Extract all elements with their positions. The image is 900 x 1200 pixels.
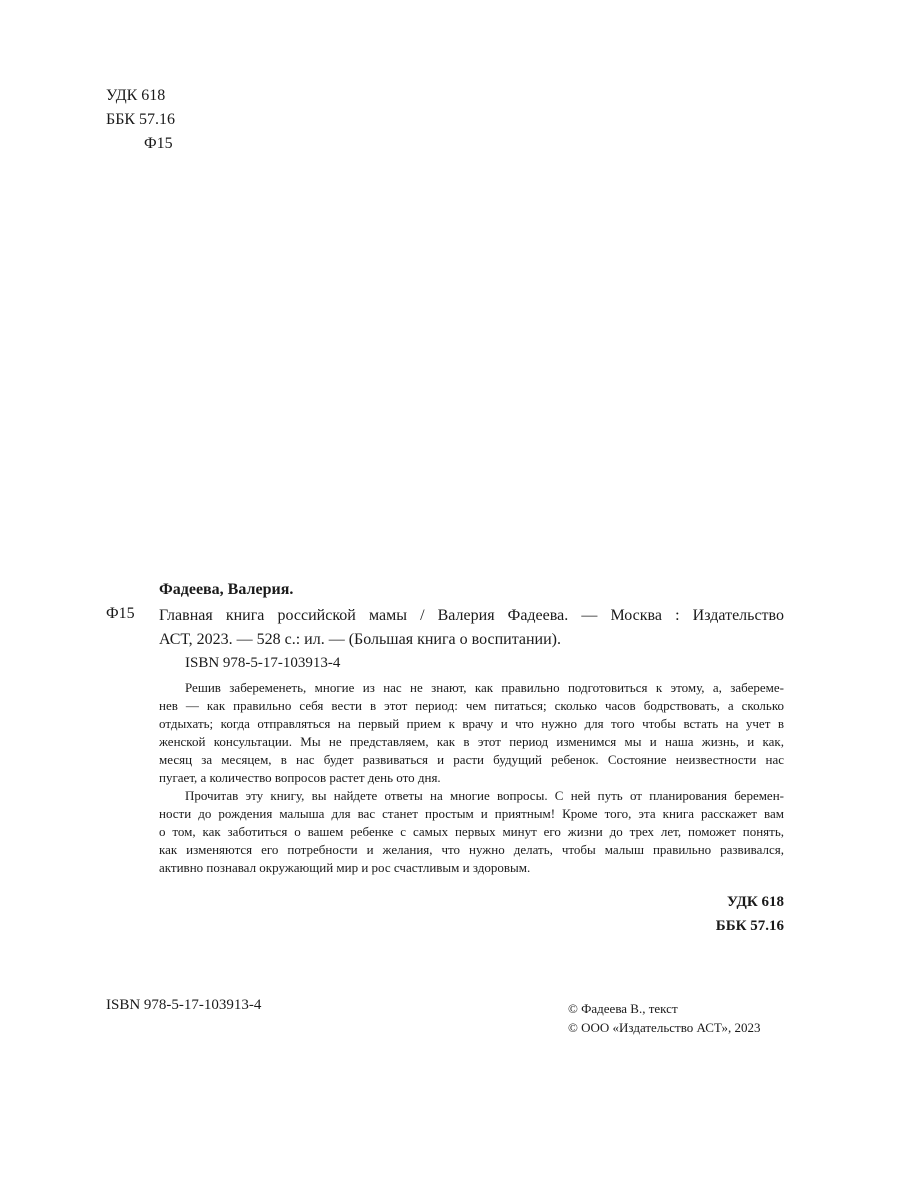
copyright-line: © ООО «Издательство АСТ», 2023 (568, 1020, 761, 1035)
annotation-line: Прочитав эту книгу, вы найдете ответы на многие вопросы. С ней путь от планирования беремен- (185, 788, 784, 803)
copyright-block (568, 999, 761, 1037)
annotation-line: Решив забеременеть, многие из нас не знают, как правильно подготовиться к этому, а, забереме- (185, 680, 784, 695)
classification-codes-top (106, 84, 175, 156)
annotation-line: пугает, а количество вопросов растет день ото дня. (159, 770, 441, 785)
bbk-code: ББК 57.16 (715, 918, 784, 934)
annotation (159, 679, 784, 877)
author-heading: Фадеева, Валерия. (159, 581, 294, 598)
isbn-footer: ISBN 978-5-17-103913-4 (106, 997, 262, 1013)
annotation-line: активно познавал окружающий мир и рос счастливым и здоровым. (159, 860, 531, 875)
author-mark: Ф15 (144, 135, 173, 152)
title-line: Главная книга российской мамы / Валерия Фадеева. — Москва : Издательство (159, 607, 784, 624)
annotation-line: месяц за месяцем, в нас будет развиваться и расти будущий ребенок. Состояние неизвестности нас (159, 752, 784, 767)
udk-code: УДК 618 (727, 894, 784, 910)
annotation-line: как изменяются его потребности и желания, что нужно делать, чтобы малыш правильно развивался, (159, 842, 784, 857)
annotation-line: женской консультации. Мы не представляем, как в этот период изменимся мы и наша жизнь, и как, (159, 734, 784, 749)
copyright-line: © Фадеева В., текст (568, 1001, 678, 1016)
bbk-code: ББК 57.16 (106, 111, 176, 128)
udk-code: УДК 618 (106, 87, 166, 104)
annotation-line: ности до рождения малыша для вас станет простым и приятным! Кроме того, эта книга расскажет вам (159, 806, 784, 821)
classification-codes-bottom (716, 890, 784, 938)
annotation-line: нев — как правильно себя вести в этот период: чем питаться; сколько часов бодрствовать, а сколько (159, 698, 784, 713)
annotation-line: отдыхать; когда отправляться на первый прием к врачу и что нужно для того чтобы встать на учет в (159, 716, 784, 731)
title-line: АСТ, 2023. — 528 с.: ил. — (Большая книга о воспитании). (159, 631, 561, 648)
bibliographic-description (159, 604, 784, 652)
author-mark-side: Ф15 (106, 605, 135, 622)
isbn-record: ISBN 978-5-17-103913-4 (185, 655, 341, 671)
annotation-line: о том, как заботиться о вашем ребенке с самых первых минут его жизни до трех лет, поможет понять, (159, 824, 784, 839)
